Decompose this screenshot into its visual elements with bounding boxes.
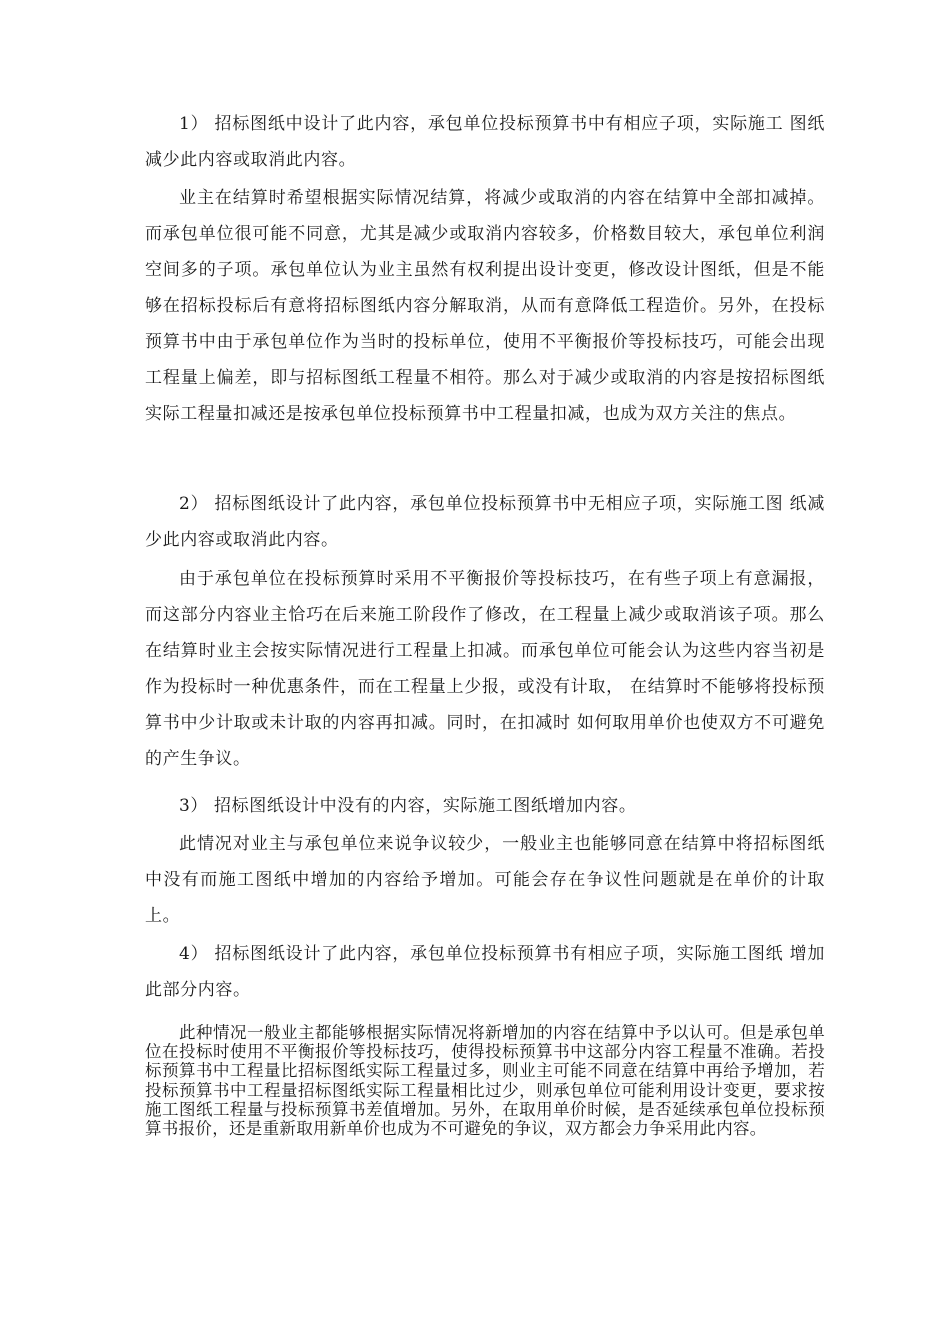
clause-3-heading: 3） 招标图纸设计中没有的内容，实际施工图纸增加内容。 [179, 796, 637, 816]
clause-1-body: 业主在结算时希望根据实际情况结算，将减少或取消的内容在结算中全部扣减掉。而承包单位很可能不同意，尤其是减少或取消内容较多，价格数目较大，承包单位利润空间多的子项。承包单位认为业主虽然有权利提出设计变更，修改设计图纸，但是不能够在招标投标后有意将招标图纸内容分解取消，从而有意降低工程造价。另外，在投标预算书中由于承包单位作为当时的投标单位，使用不平衡报价等投标技巧，可能会出现工程量上偏差，即与招标图纸工程量不相符。那么对于减少或取消的内容是按招标图纸实际工程量扣减还是按承包单位投标预算书中工程量扣减，也成为双方关注的焦点。 [145, 188, 825, 424]
clause-3-body: 此情况对业主与承包单位来说争议较少，一般业主也能够同意在结算中将招标图纸中没有而施工图纸中增加的内容给予增加。可能会存在争议性问题就是在单价的计取上。 [145, 834, 825, 926]
clause-1-heading: 1） 招标图纸中设计了此内容，承包单位投标预算书中有相应子项，实际施工 图纸减少此内容或取消此内容。 [145, 114, 825, 170]
clause-2-heading: 2） 招标图纸设计了此内容，承包单位投标预算书中无相应子项，实际施工图 纸减少此内容或取消此内容。 [145, 494, 825, 550]
clause-2-body: 由于承包单位在投标预算时采用不平衡报价等投标技巧，在有些子项上有意漏报，而这部分内容业主恰巧在后来施工阶段作了修改，在工程量上减少或取消该子项。那么在结算时业主会按实际情况进行工程量上扣减。而承包单位可能会认为这些内容当初是作为投标时一种优惠条件，而在工程量上少报，或没有计取， 在结算时不能够将投标预算书中少计取或未计取的内容再扣减。同时，在扣减时 如何取用单价也使双方不可避免的产生争议。 [145, 569, 825, 769]
clause-4-heading: 4） 招标图纸设计了此内容，承包单位投标预算书有相应子项，实际施工图纸 增加此部分内容。 [145, 944, 825, 1000]
clause-4-body: 此种情况一般业主都能够根据实际情况将新增加的内容在结算中予以认可。但是承包单位在投标时使用不平衡报价等投标技巧，使得投标预算书中这部分内容工程量不准确。若投标预算书中工程量比招标图纸实际工程量过多，则业主可能不同意在结算中再给予增加，若投标预算书中工程量招标图纸实际工程量相比过少，则承包单位可能利用设计变更，要求按施工图纸工程量与投标预算书差值增加。另外，在取用单价时候，是否延续承包单位投标预算书报价，还是重新取用新单价也成为不可避免的争议，双方都会力争采用此内容。 [145, 1023, 825, 1139]
